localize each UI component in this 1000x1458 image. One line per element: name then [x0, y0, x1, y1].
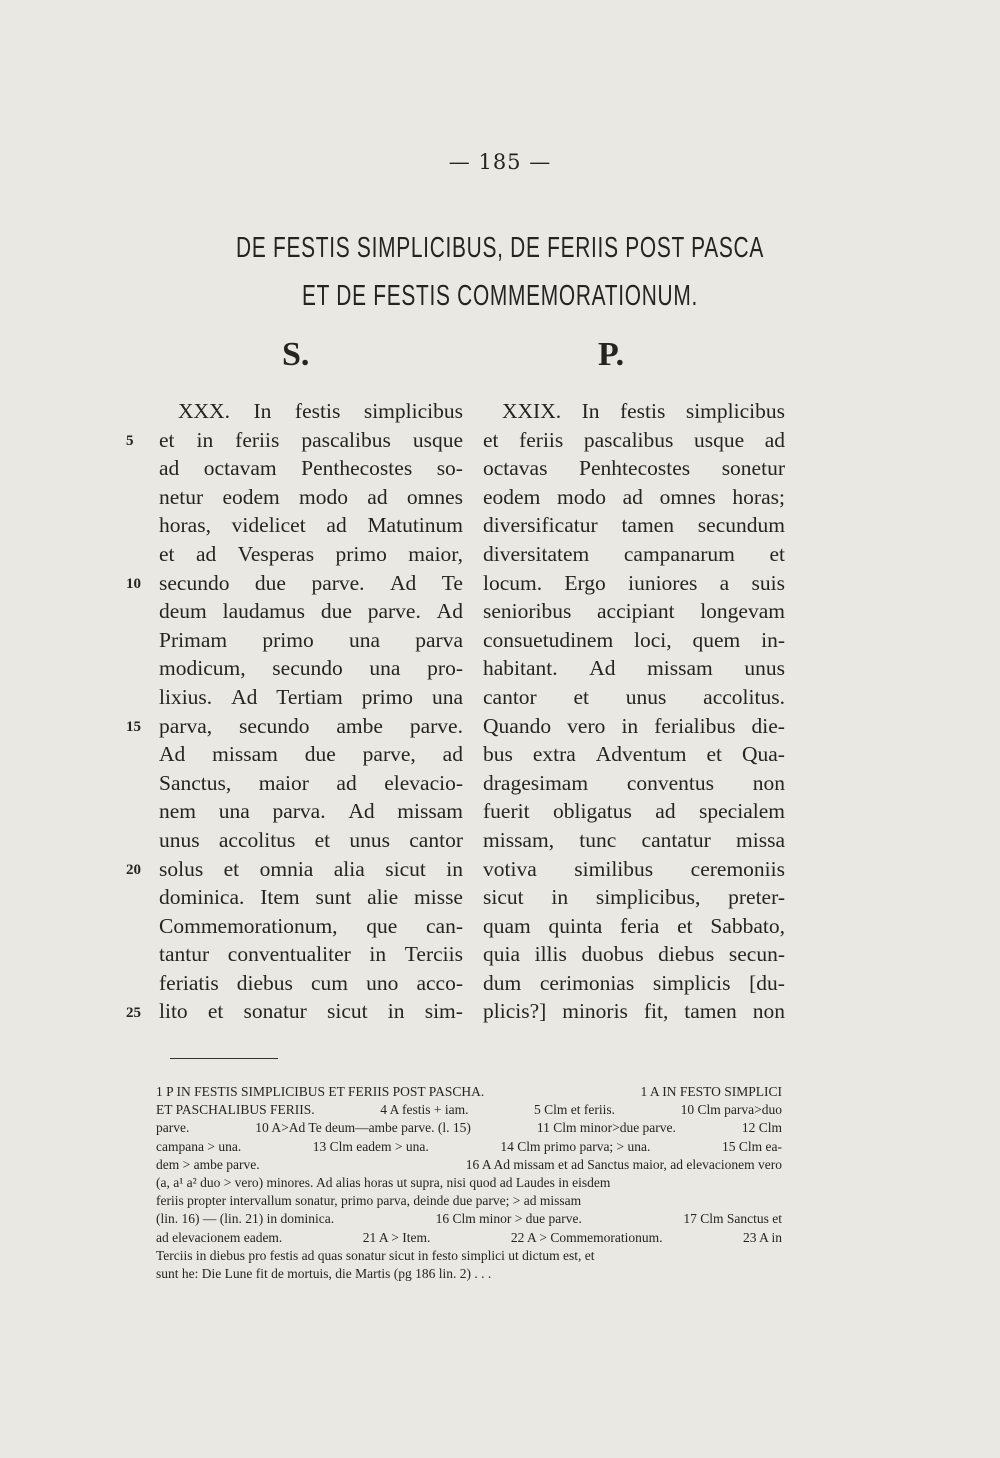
line-number: 25	[126, 1004, 141, 1021]
left-column-line: Commemorationum, que can-	[159, 913, 463, 938]
left-column-line: ad octavam Penthecostes so-	[159, 456, 463, 481]
right-column-line: plicis?] minoris fit, tamen non	[483, 999, 785, 1024]
right-column-line: et feriis pascalibus usque ad	[483, 427, 785, 452]
left-column-line: nem una parva. Ad missam	[159, 799, 463, 824]
footnote-line: (a, a¹ a² duo > vero) minores. Ad alias horas ut supra, nisi quod ad Laudes in eisdem	[156, 1174, 611, 1190]
right-column-line: diversificatur tamen secundum	[483, 513, 785, 538]
left-column-line: Ad missam due parve, ad	[159, 742, 463, 767]
left-column-line: tantur conventualiter in Terciis	[159, 942, 463, 967]
left-column-line: parva, secundo ambe parve.	[159, 713, 463, 738]
right-column-line: locum. Ergo iuniores a suis	[483, 570, 785, 595]
footnote-line: 1 P IN FESTIS SIMPLICIBUS ET FERIIS POST PASCHA. 1 A IN FESTO SIMPLICI	[156, 1084, 782, 1099]
right-column-line: senioribus accipiant longevam	[483, 599, 785, 624]
right-column-line: sicut in simplicibus, preter-	[483, 885, 785, 910]
left-column-line: deum laudamus due parve. Ad	[159, 599, 463, 624]
left-column-line: dominica. Item sunt alie misse	[159, 885, 463, 910]
right-column-line: eodem modo ad omnes horas;	[483, 484, 785, 509]
footnote-line: sunt he: Die Lune fit de mortuis, die Martis (pg 186 lin. 2) . . .	[156, 1265, 492, 1281]
right-column-line: octavas Penhtecostes sonetur	[483, 456, 785, 481]
left-column-line: horas, videlicet ad Matutinum	[159, 513, 463, 538]
left-column-line: secundo due parve. Ad Te	[159, 570, 463, 595]
footnote-line: feriis propter intervallum sonatur, primo parva, deinde due parve; > ad missam	[156, 1193, 582, 1209]
footnote-line: campana > una. 13 Clm eadem > una. 14 Clm primo parva; > una. 15 Clm ea-	[156, 1138, 782, 1154]
right-column-line: XXIX. In festis simplicibus	[502, 399, 785, 423]
footnote-line: ad elevacionem eadem. 21 A > Item. 22 A > Commemorationum. 23 A in	[156, 1229, 782, 1245]
left-column-line: lixius. Ad Tertiam primo una	[159, 684, 463, 709]
left-column-line: unus accolitus et unus cantor	[159, 827, 463, 852]
page-number: — 185 —	[448, 150, 552, 174]
right-column-text	[483, 397, 785, 1026]
line-number: 15	[126, 718, 141, 735]
left-column-line: netur eodem modo ad omnes	[159, 484, 463, 509]
right-column-line: dragesimam conventus non	[483, 770, 785, 795]
footnote-rule	[170, 1058, 278, 1059]
right-column-line: consuetudinem loci, quem in-	[483, 627, 785, 652]
right-column-line: bus extra Adventum et Qua-	[483, 742, 785, 767]
chapter-title-line-1: DE FESTIS SIMPLICIBUS, DE FERIIS POST PASCA	[236, 232, 764, 264]
footnote-line: dem > ambe parve. 16 A Ad missam et ad Sanctus maior, ad elevacionem vero	[156, 1156, 782, 1172]
right-column-line: missam, tunc cantatur missa	[483, 827, 785, 852]
right-column-line: quam quinta feria et Sabbato,	[483, 913, 785, 938]
right-column-line: dum cerimonias simplicis [du-	[483, 970, 785, 995]
right-column-line: votiva similibus ceremoniis	[483, 856, 785, 881]
line-number: 5	[126, 432, 134, 449]
left-column-line: et ad Vesperas primo maior,	[159, 541, 463, 566]
chapter-title-line-2: ET DE FESTIS COMMEMORATIONUM.	[302, 280, 698, 312]
right-column-line: Quando vero in ferialibus die-	[483, 713, 785, 738]
left-column-text	[159, 397, 463, 1026]
left-column-line: lito et sonatur sicut in sim-	[159, 999, 463, 1024]
right-column-line: cantor et unus accolitus.	[483, 684, 785, 709]
footnotes	[156, 1083, 782, 1283]
line-number: 10	[126, 575, 141, 592]
line-number: 20	[126, 861, 141, 878]
footnote-line: (lin. 16) — (lin. 21) in dominica. 16 Clm minor > due parve. 17 Clm Sanctus et	[156, 1211, 782, 1227]
left-column-line: Primam primo una parva	[159, 627, 463, 652]
left-column-line: et in feriis pascalibus usque	[159, 427, 463, 452]
footnote-line: parve. 10 A>Ad Te deum—ambe parve. (l. 15) 11 Clm minor>due parve. 12 Clm	[156, 1120, 782, 1136]
left-column-line: Sanctus, maior ad elevacio-	[159, 770, 463, 795]
footnote-line: ET PASCHALIBUS FERIIS. 4 A festis + iam. 5 Clm et feriis. 10 Clm parva>duo	[156, 1102, 782, 1118]
right-column-heading: P.	[598, 336, 625, 373]
footnote-line: Terciis in diebus pro festis ad quas sonatur sicut in festo simplici ut dictum est, et	[156, 1247, 595, 1263]
left-column-line: modicum, secundo una pro-	[159, 656, 463, 681]
left-column-line: feriatis diebus cum uno acco-	[159, 970, 463, 995]
right-column-line: diversitatem campanarum et	[483, 541, 785, 566]
left-column-line: solus et omnia alia sicut in	[159, 856, 463, 881]
right-column-line: habitant. Ad missam unus	[483, 656, 785, 681]
left-column-line: XXX. In festis simplicibus	[178, 399, 463, 423]
right-column-line: fuerit obligatus ad specialem	[483, 799, 785, 824]
left-column-heading: S.	[282, 336, 310, 373]
right-column-line: quia illis duobus diebus secun-	[483, 942, 785, 967]
